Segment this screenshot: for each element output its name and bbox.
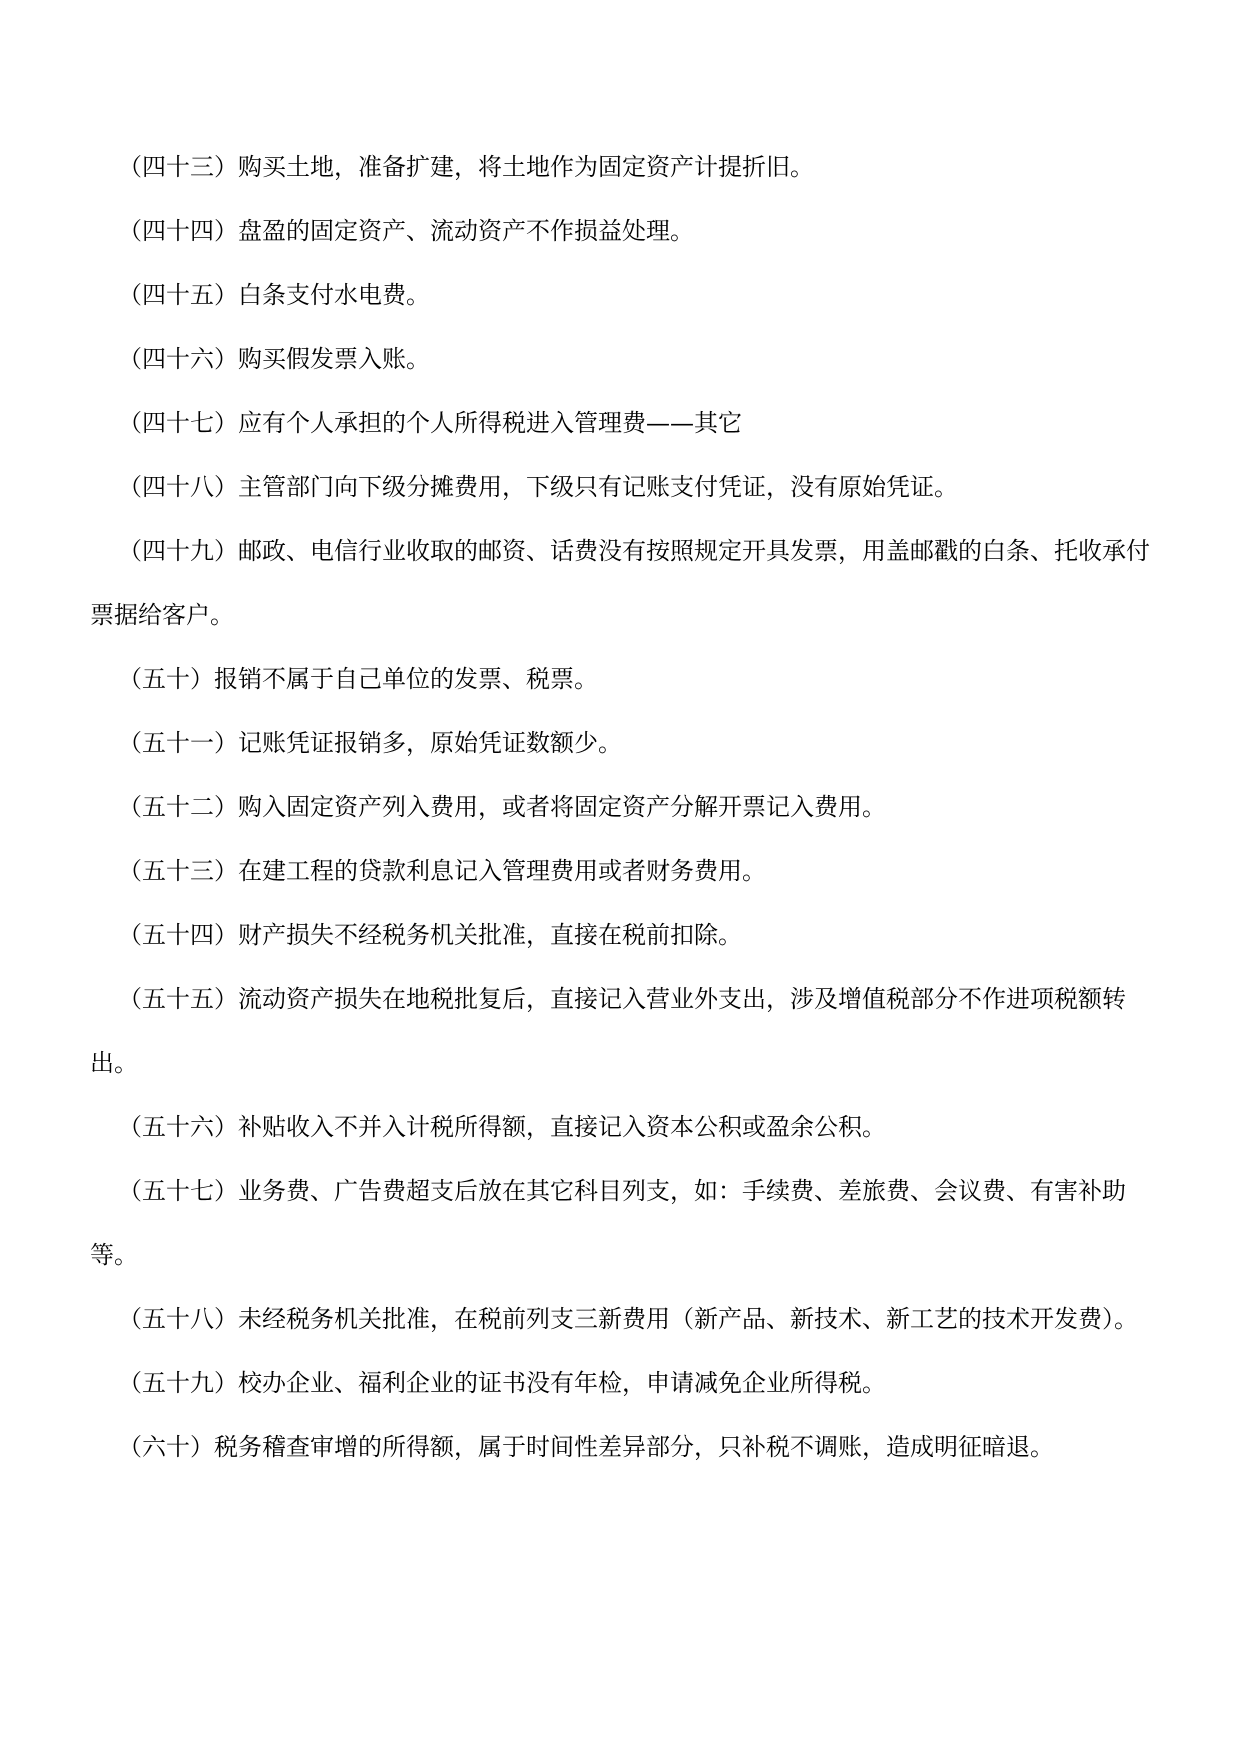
paragraph-55: （五十五）流动资产损失在地税批复后，直接记入营业外支出，涉及增值税部分不作进项税额转出。 (90, 985, 1126, 1077)
paragraph-43: （四十三）购买土地，准备扩建，将土地作为固定资产计提折旧。 (118, 153, 814, 181)
paragraph-45: （四十五）白条支付水电费。 (118, 281, 430, 309)
paragraph-57: （五十七）业务费、广告费超支后放在其它科目列支，如：手续费、差旅费、会议费、有害补助等。 (90, 1177, 1126, 1269)
document-page (90, 135, 1161, 1479)
paragraph-58: （五十八）未经税务机关批准，在税前列支三新费用（新产品、新技术、新工艺的技术开发费）。 (118, 1305, 1138, 1333)
paragraph-53: （五十三）在建工程的贷款利息记入管理费用或者财务费用。 (118, 857, 766, 885)
paragraph-52: （五十二）购入固定资产列入费用，或者将固定资产分解开票记入费用。 (118, 793, 886, 821)
paragraph-56: （五十六）补贴收入不并入计税所得额，直接记入资本公积或盈余公积。 (118, 1113, 886, 1141)
paragraph-47: （四十七）应有个人承担的个人所得税进入管理费——其它 (118, 409, 742, 437)
paragraph-46: （四十六）购买假发票入账。 (118, 345, 430, 373)
paragraph-51: （五十一）记账凭证报销多，原始凭证数额少。 (118, 729, 622, 757)
paragraph-49: （四十九）邮政、电信行业收取的邮资、话费没有按照规定开具发票，用盖邮戳的白条、托收承付票据给客户。 (90, 537, 1150, 629)
paragraph-54: （五十四）财产损失不经税务机关批准，直接在税前扣除。 (118, 921, 742, 949)
paragraph-48: （四十八）主管部门向下级分摊费用，下级只有记账支付凭证，没有原始凭证。 (118, 473, 958, 501)
paragraph-44: （四十四）盘盈的固定资产、流动资产不作损益处理。 (118, 217, 694, 245)
paragraph-59: （五十九）校办企业、福利企业的证书没有年检，申请减免企业所得税。 (118, 1369, 886, 1397)
paragraph-50: （五十）报销不属于自己单位的发票、税票。 (118, 665, 598, 693)
paragraph-60: （六十）税务稽查审增的所得额，属于时间性差异部分，只补税不调账，造成明征暗退。 (118, 1433, 1054, 1461)
